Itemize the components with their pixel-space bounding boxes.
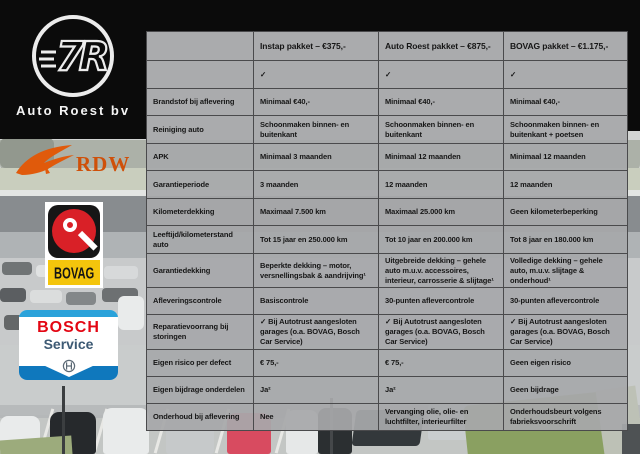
table-row [147, 89, 628, 116]
row-label: Garantiedekking [147, 254, 254, 288]
value-cell: Minimaal €40,- [254, 89, 379, 116]
bosch-label: BOSCH [37, 319, 100, 336]
lamp-pole [62, 386, 65, 454]
value-cell: Geen bijdrage [504, 376, 628, 403]
row-label: Leeftijd/kilometerstand auto [147, 226, 254, 254]
row-label: Kilometerdekking [147, 199, 254, 226]
bovag-q-icon [48, 205, 100, 258]
value-cell: Ja² [379, 376, 504, 403]
value-cell: Geen eigen risico [504, 349, 628, 376]
row-label: APK [147, 144, 254, 171]
value-cell: € 75,- [379, 349, 504, 376]
value-cell: 3 maanden [254, 171, 379, 199]
value-cell: Basiscontrole [254, 288, 379, 315]
table-row [147, 288, 628, 315]
value-cell: Vervanging olie, olie- en luchtfilter, interieurfilter [379, 403, 504, 430]
car-shape [103, 408, 149, 454]
value-cell: Ja² [254, 376, 379, 403]
value-cell: Schoonmaken binnen- en buitenkant [379, 116, 504, 144]
brand-name: Auto Roest bv [15, 103, 131, 118]
bosch-service-logo [19, 310, 118, 380]
value-cell: Volledige dekking – gehele auto, m.u.v. slijtage & onderhoud¹ [504, 254, 628, 288]
value-cell: Onderhoudsbeurt volgens fabrieksvoorschrift [504, 403, 628, 430]
table-row [147, 254, 628, 288]
bovag-logo [45, 202, 103, 288]
row-label: Afleveringscontrole [147, 288, 254, 315]
bosch-top-bar [19, 310, 118, 317]
value-cell: Minimaal 12 maanden [504, 144, 628, 171]
header-bovag-pakket: BOVAG pakket – €1.175,- [504, 32, 628, 61]
value-cell: Tot 15 jaar en 250.000 km [254, 226, 379, 254]
table-row [147, 349, 628, 376]
table-row [147, 171, 628, 199]
table-row [147, 199, 628, 226]
value-cell: ✓ Bij Autotrust aangesloten garages (o.a. BOVAG, Bosch Car Service) [379, 315, 504, 349]
rdw-label: RDW [76, 151, 131, 176]
table-row [147, 144, 628, 171]
value-cell: Maximaal 25.000 km [379, 199, 504, 226]
brand-monogram: 7R [56, 34, 105, 80]
rdw-wing-icon [14, 143, 80, 179]
value-cell: ✓ Bij Autotrust aangesloten garages (o.a. BOVAG, Bosch Car Service) [504, 315, 628, 349]
value-cell: € 75,- [254, 349, 379, 376]
value-cell: Tot 10 jaar en 200.000 km [379, 226, 504, 254]
row-label: Reparatievoorrang bij storingen [147, 315, 254, 349]
checkmark-cell: ✓ [254, 61, 379, 89]
value-cell: 12 maanden [504, 171, 628, 199]
table-row [147, 61, 628, 89]
rdw-logo [14, 143, 130, 179]
table-header-row [147, 32, 628, 61]
value-cell: Beperkte dekking – motor, versnellingsbak & aandrijving¹ [254, 254, 379, 288]
value-cell: Maximaal 7.500 km [254, 199, 379, 226]
bovag-band [48, 260, 100, 285]
value-cell: Nee [254, 403, 379, 430]
row-label: Garantieperiode [147, 171, 254, 199]
value-cell: Schoonmaken binnen- en buitenkant [254, 116, 379, 144]
value-cell: Minimaal €40,- [379, 89, 504, 116]
row-label: Brandstof bij aflevering [147, 89, 254, 116]
checkmark-cell: ✓ [379, 61, 504, 89]
table-row [147, 116, 628, 144]
value-cell: Minimaal 3 maanden [254, 144, 379, 171]
row-label: Eigen bijdrage onderdelen [147, 376, 254, 403]
bovag-label: BOVAG [53, 263, 95, 282]
value-cell: Uitgebreide dekking – gehele auto m.u.v. accessoires, interieur, carrosserie & slijtage¹ [379, 254, 504, 288]
bovag-ring [63, 218, 77, 232]
table-row [147, 403, 628, 430]
row-label: Eigen risico per defect [147, 349, 254, 376]
bosch-armature-icon [62, 359, 76, 373]
value-cell: 30-punten aflevercontrole [379, 288, 504, 315]
value-cell: ✓ Bij Autotrust aangesloten garages (o.a. BOVAG, Bosch Car Service) [254, 315, 379, 349]
header-auto-roest-pakket: Auto Roest pakket – €875,- [379, 32, 504, 61]
value-cell: Minimaal €40,- [504, 89, 628, 116]
row-label [147, 61, 254, 89]
header-empty [147, 32, 254, 61]
right-black-band [627, 0, 640, 131]
table-row [147, 226, 628, 254]
value-cell: Minimaal 12 maanden [379, 144, 504, 171]
auto-roest-logo-icon [29, 12, 117, 105]
row-label: Reiniging auto [147, 116, 254, 144]
value-cell: Schoonmaken binnen- en buitenkant + poetsen [504, 116, 628, 144]
table-row [147, 376, 628, 403]
bosch-service-label: Service [43, 335, 94, 352]
value-cell: Tot 8 jaar en 180.000 km [504, 226, 628, 254]
checkmark-cell: ✓ [504, 61, 628, 89]
value-cell: 30-punten aflevercontrole [504, 288, 628, 315]
header-instap-pakket: Instap pakket – €375,- [254, 32, 379, 61]
table-row [147, 315, 628, 349]
value-cell: 12 maanden [379, 171, 504, 199]
row-label: Onderhoud bij aflevering [147, 403, 254, 430]
package-comparison-table [146, 31, 627, 431]
value-cell: Geen kilometerbeperking [504, 199, 628, 226]
